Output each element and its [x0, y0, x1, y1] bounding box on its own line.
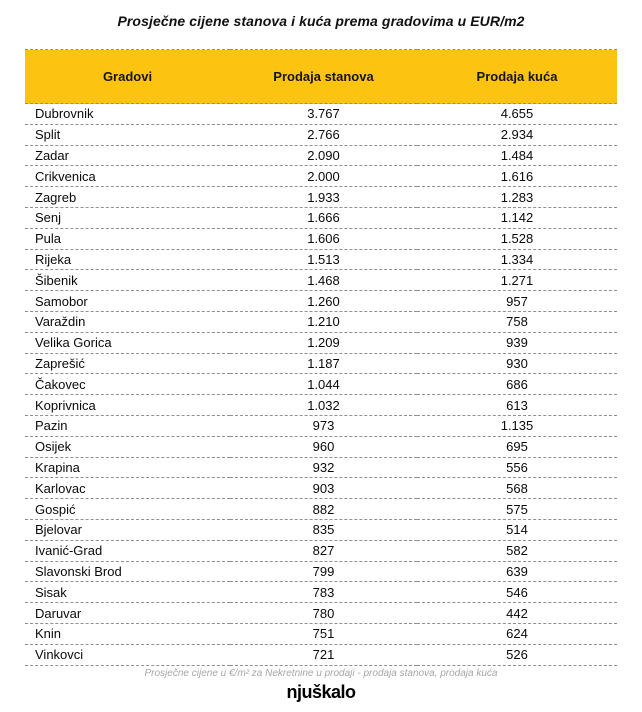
- apartment-price-cell: 1.468: [230, 270, 417, 291]
- apartment-price-cell: 2.000: [230, 166, 417, 187]
- apartment-price-cell: 1.209: [230, 332, 417, 353]
- table-row: [25, 104, 617, 125]
- city-cell: Knin: [25, 623, 230, 644]
- apartment-price-cell: 780: [230, 603, 417, 624]
- table-row: [25, 228, 617, 249]
- table-row: [25, 145, 617, 166]
- table-row: [25, 499, 617, 520]
- house-price-cell: 758: [417, 311, 617, 332]
- house-price-cell: 556: [417, 457, 617, 478]
- table-row: [25, 332, 617, 353]
- apartment-price-cell: 3.767: [230, 104, 417, 125]
- apartment-price-cell: 1.210: [230, 311, 417, 332]
- city-cell: Ivanić-Grad: [25, 540, 230, 561]
- city-cell: Zadar: [25, 145, 230, 166]
- table-row: [25, 374, 617, 395]
- table-row: [25, 124, 617, 145]
- house-price-cell: 1.484: [417, 145, 617, 166]
- city-cell: Vinkovci: [25, 644, 230, 665]
- city-cell: Varaždin: [25, 311, 230, 332]
- city-cell: Karlovac: [25, 478, 230, 499]
- city-cell: Crikvenica: [25, 166, 230, 187]
- house-price-cell: 1.135: [417, 415, 617, 436]
- table-row: [25, 623, 617, 644]
- city-cell: Dubrovnik: [25, 104, 230, 125]
- apartment-price-cell: 1.044: [230, 374, 417, 395]
- house-price-cell: 686: [417, 374, 617, 395]
- header-row: [25, 50, 617, 104]
- apartment-price-cell: 1.606: [230, 228, 417, 249]
- city-cell: Daruvar: [25, 603, 230, 624]
- apartment-price-cell: 1.666: [230, 207, 417, 228]
- city-cell: Gospić: [25, 499, 230, 520]
- city-cell: Bjelovar: [25, 519, 230, 540]
- column-header-gradovi: Gradovi: [25, 50, 230, 104]
- house-price-cell: 442: [417, 603, 617, 624]
- table-row: [25, 582, 617, 603]
- city-cell: Krapina: [25, 457, 230, 478]
- price-table: [25, 49, 617, 666]
- apartment-price-cell: 835: [230, 519, 417, 540]
- apartment-price-cell: 721: [230, 644, 417, 665]
- house-price-cell: 575: [417, 499, 617, 520]
- table-row: [25, 311, 617, 332]
- apartment-price-cell: 1.513: [230, 249, 417, 270]
- table-row: [25, 603, 617, 624]
- city-cell: Samobor: [25, 291, 230, 312]
- table-row: [25, 291, 617, 312]
- city-cell: Koprivnica: [25, 395, 230, 416]
- source-caption: Prosječne cijene u €/m² za Nekretnine u prodaji - prodaja stanova, prodaja kuća: [144, 667, 498, 679]
- house-price-cell: 1.142: [417, 207, 617, 228]
- city-cell: Velika Gorica: [25, 332, 230, 353]
- house-price-cell: 1.283: [417, 187, 617, 208]
- city-cell: Rijeka: [25, 249, 230, 270]
- apartment-price-cell: 783: [230, 582, 417, 603]
- house-price-cell: 1.271: [417, 270, 617, 291]
- house-price-cell: 546: [417, 582, 617, 603]
- city-cell: Pazin: [25, 415, 230, 436]
- city-cell: Slavonski Brod: [25, 561, 230, 582]
- house-price-cell: 568: [417, 478, 617, 499]
- apartment-price-cell: 903: [230, 478, 417, 499]
- table-row: [25, 644, 617, 665]
- city-cell: Zagreb: [25, 187, 230, 208]
- table-row: [25, 540, 617, 561]
- table-row: [25, 187, 617, 208]
- apartment-price-cell: 2.766: [230, 124, 417, 145]
- apartment-price-cell: 960: [230, 436, 417, 457]
- house-price-cell: 4.655: [417, 104, 617, 125]
- apartment-price-cell: 973: [230, 415, 417, 436]
- table-row: [25, 353, 617, 374]
- city-cell: Pula: [25, 228, 230, 249]
- house-price-cell: 1.616: [417, 166, 617, 187]
- page-title: Prosječne cijene stanova i kuća prema gradovima u EUR/m2: [117, 13, 525, 29]
- apartment-price-cell: 2.090: [230, 145, 417, 166]
- table-row: [25, 561, 617, 582]
- city-cell: Senj: [25, 207, 230, 228]
- table-row: [25, 415, 617, 436]
- city-cell: Šibenik: [25, 270, 230, 291]
- house-price-cell: 639: [417, 561, 617, 582]
- table-row: [25, 270, 617, 291]
- house-price-cell: 930: [417, 353, 617, 374]
- table-row: [25, 519, 617, 540]
- apartment-price-cell: 1.032: [230, 395, 417, 416]
- apartment-price-cell: 799: [230, 561, 417, 582]
- table-row: [25, 436, 617, 457]
- house-price-cell: 2.934: [417, 124, 617, 145]
- column-header-prodaja-stanova: Prodaja stanova: [230, 50, 417, 104]
- city-cell: Zaprešić: [25, 353, 230, 374]
- house-price-cell: 1.334: [417, 249, 617, 270]
- column-header-prodaja-kuca: Prodaja kuća: [417, 50, 617, 104]
- table-row: [25, 457, 617, 478]
- house-price-cell: 957: [417, 291, 617, 312]
- apartment-price-cell: 1.187: [230, 353, 417, 374]
- city-cell: Osijek: [25, 436, 230, 457]
- apartment-price-cell: 827: [230, 540, 417, 561]
- apartment-price-cell: 1.260: [230, 291, 417, 312]
- house-price-cell: 613: [417, 395, 617, 416]
- njuskalo-logo: njuškalo: [286, 681, 356, 702]
- house-price-cell: 582: [417, 540, 617, 561]
- apartment-price-cell: 1.933: [230, 187, 417, 208]
- table-row: [25, 166, 617, 187]
- apartment-price-cell: 932: [230, 457, 417, 478]
- table-row: [25, 478, 617, 499]
- table-header: [25, 50, 617, 104]
- house-price-cell: 514: [417, 519, 617, 540]
- apartment-price-cell: 882: [230, 499, 417, 520]
- table-row: [25, 249, 617, 270]
- city-cell: Split: [25, 124, 230, 145]
- house-price-cell: 624: [417, 623, 617, 644]
- table-body: [25, 104, 617, 666]
- apartment-price-cell: 751: [230, 623, 417, 644]
- house-price-cell: 1.528: [417, 228, 617, 249]
- city-cell: Sisak: [25, 582, 230, 603]
- house-price-cell: 526: [417, 644, 617, 665]
- table-row: [25, 207, 617, 228]
- table-row: [25, 395, 617, 416]
- house-price-cell: 939: [417, 332, 617, 353]
- house-price-cell: 695: [417, 436, 617, 457]
- city-cell: Čakovec: [25, 374, 230, 395]
